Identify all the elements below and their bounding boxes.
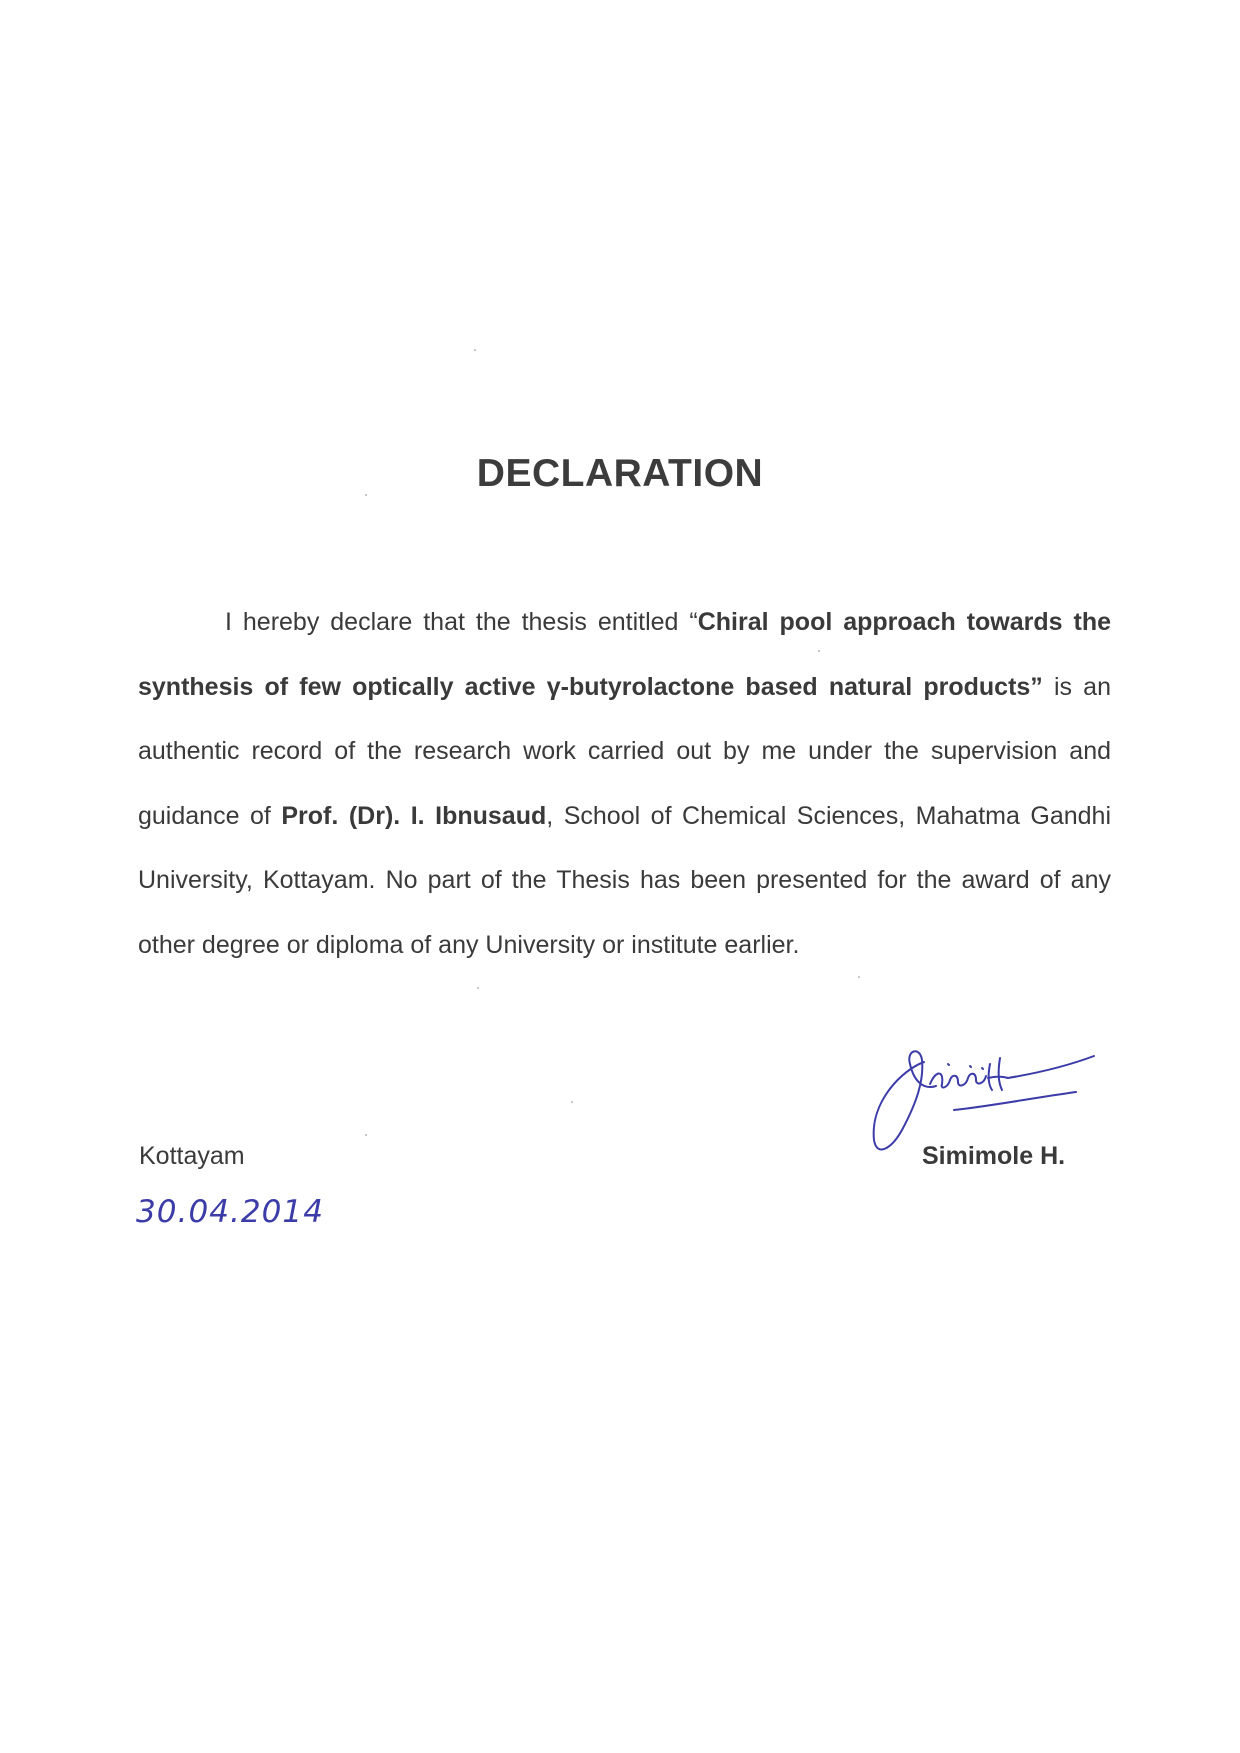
handwritten-date [132, 1184, 332, 1234]
scan-speck [477, 987, 479, 989]
scan-speck [474, 349, 476, 351]
handwritten-date-text: 30.04.2014 [136, 1194, 324, 1230]
place-label: Kottayam [139, 1142, 245, 1170]
paragraph-segment: I hereby declare that the thesis entitled “ [225, 608, 698, 636]
paragraph-segment: , School of Chemical Sciences, Mahatma Gandhi University, Kottayam. No part of the Thesis has been presented for the award of any other degree or diploma of any University or institute earlier. [138, 801, 1112, 959]
thesis-title: Chiral pool approach towards the synthesis of few optically active γ-butyrolactone based natural products” [138, 608, 1112, 701]
scan-speck [571, 1101, 573, 1103]
supervisor-name: Prof. (Dr). I. Ibnusaud [281, 801, 547, 830]
page-title: DECLARATION [476, 452, 764, 495]
paragraph-segment: is an authentic record of the research work carried out by me under the supervision and guidance of [138, 672, 1111, 830]
scan-speck [365, 1134, 367, 1136]
declaration-paragraph [138, 590, 1111, 977]
signatory-name: Simimole H. [922, 1142, 1066, 1170]
